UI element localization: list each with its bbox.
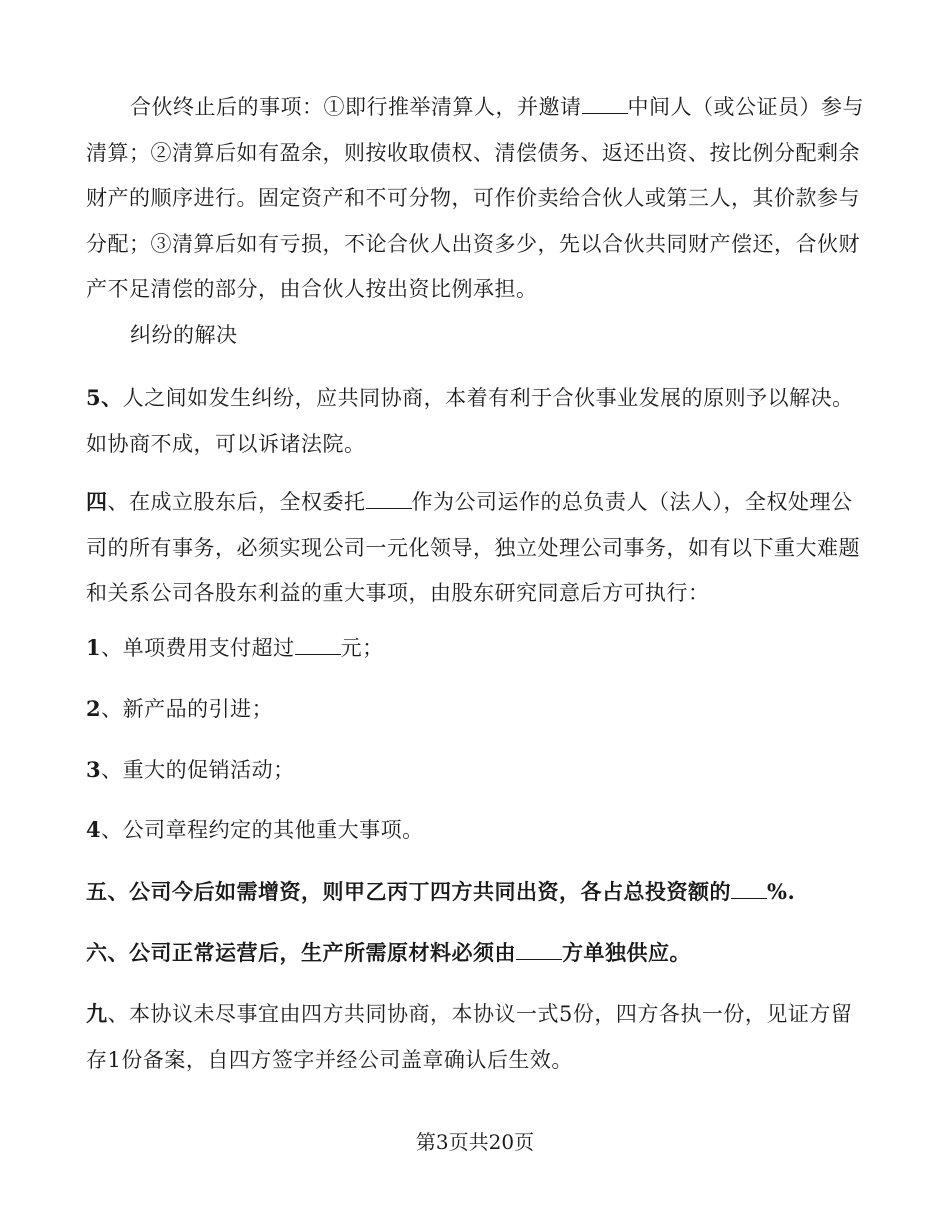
heading-dispute-resolution: 纠纷的解决 bbox=[130, 323, 238, 347]
paragraph-clause-four: 四、在成立股东后，全权委托 作为公司运作的总负责人（法人），全权处理公司的所有事务，必须实现公司一元化领导，独立处理公司事务，如有以下重大难题和关系公司各股东利益的重大事项，由股东研究同意后方可执行： bbox=[86, 489, 860, 605]
blank-underline bbox=[731, 878, 767, 899]
list-item-3: 3、重大的促销活动； bbox=[86, 757, 295, 782]
list-item-2: 2、新产品的引进； bbox=[86, 696, 274, 721]
paragraph-dispute: 5、人之间如发生纠纷，应共同协商，本着有利于合伙事业发展的原则予以解决。如协商不成，可以诉诸法院。 bbox=[86, 385, 854, 456]
page-number: 第3页共20页 bbox=[415, 1130, 535, 1154]
blank-underline bbox=[295, 634, 341, 655]
blank-underline bbox=[582, 93, 628, 114]
blank-underline bbox=[516, 939, 562, 960]
list-item-4: 4、公司章程约定的其他重大事项。 bbox=[86, 817, 424, 842]
blank-underline bbox=[366, 488, 412, 509]
list-item-1: 1、单项费用支付超过 元； bbox=[86, 635, 384, 660]
paragraph-clause-five: 五、公司今后如需增资，则甲乙丙丁四方共同出资，各占总投资额的 %. bbox=[86, 879, 796, 904]
paragraph-clause-six: 六、公司正常运营后，生产所需原材料必须由 方单独供应。 bbox=[86, 940, 691, 965]
paragraph-clause-nine: 九、本协议未尽事宜由四方共同协商，本协议一式5份，四方各执一份，见证方留存1份备案，自四方签字并经公司盖章确认后生效。 bbox=[86, 1001, 853, 1072]
paragraph-liquidation: 合伙终止后的事项：①即行推举清算人，并邀请 中间人（或公证员）参与清算；②清算后如有盈余，则按收取债权、清偿债务、返还出资、按比例分配剩余财产的顺序进行。固定资产和不可分物，可作价卖给合伙人或第三人，其价款参与分配；③清算后如有亏损，不论合伙人出资多少，先以合伙共同财产偿还，合伙财产不足清偿的部分，由合伙人按出资比例承担。 bbox=[86, 95, 864, 301]
